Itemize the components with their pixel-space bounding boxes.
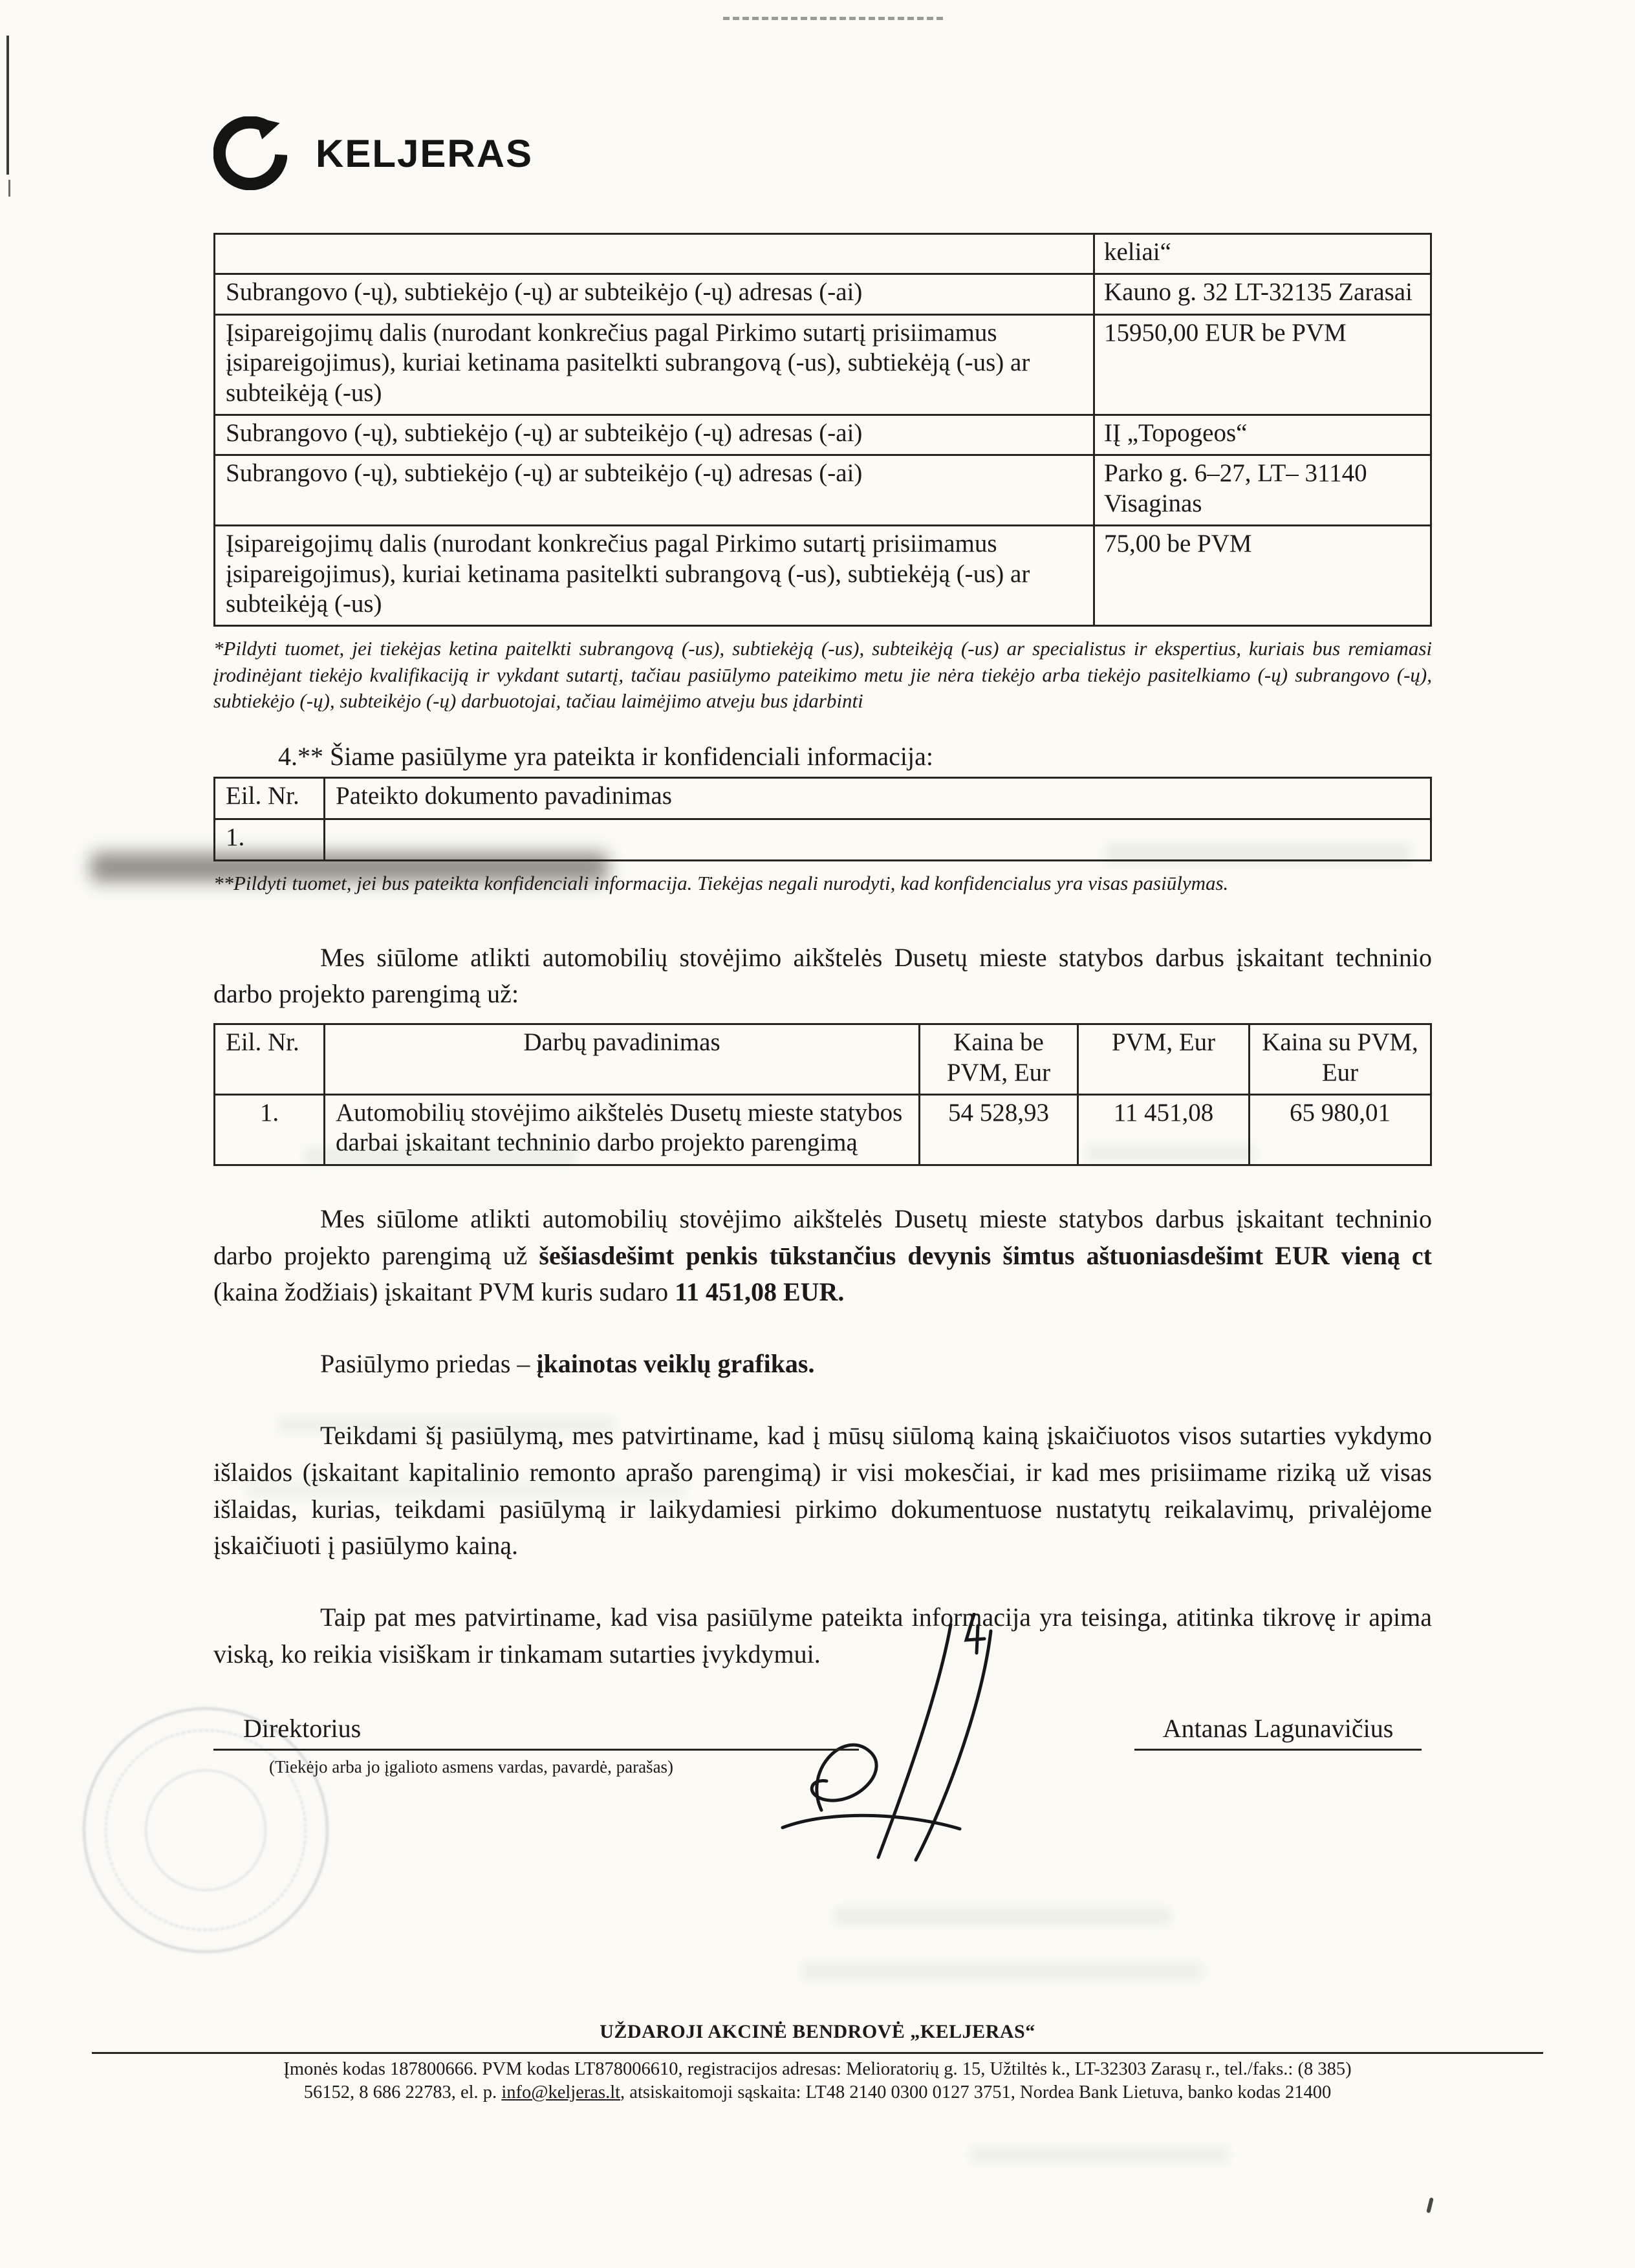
table-row bbox=[215, 314, 1431, 415]
footer-company-name: UŽDAROJI AKCINĖ BENDROVĖ „KELJERAS“ bbox=[600, 2021, 1035, 2042]
section-heading-confidential: 4.** Šiame pasiūlyme yra pateikta ir konfidenciali informacija: bbox=[278, 742, 934, 772]
cell-value: 15950,00 EUR be PVM bbox=[1094, 314, 1431, 415]
signer-title-line bbox=[213, 1713, 859, 1751]
table-row bbox=[215, 415, 1431, 455]
cell-value: Kauno g. 32 LT-32135 Zarasai bbox=[1094, 274, 1431, 314]
cell-header-price-with-vat: Kaina su PVM, Eur bbox=[1250, 1024, 1431, 1095]
cell-label: Subrangovo (-ų), subtiekėjo (-ų) ar subteikėjo (-ų) adresas (-ai) bbox=[215, 415, 1094, 455]
footer-line2-pre: 56152, 8 686 22783, el. p. bbox=[303, 2082, 502, 2103]
cell-value: keliai“ bbox=[1094, 234, 1431, 274]
table-row bbox=[215, 234, 1431, 274]
offer-intro-paragraph: Mes siūlome atlikti automobilių stovėjimo aikštelės Dusetų mieste statybos darbus įskaitant techninio darbo projekto parengimą už: bbox=[213, 942, 1432, 1009]
email-link[interactable]: info@keljeras.lt bbox=[501, 2082, 621, 2103]
bleedthrough-artifact bbox=[802, 1963, 1203, 1980]
cell-header-title: Pateikto dokumento pavadinimas bbox=[325, 778, 1431, 819]
cell-header-number: Eil. Nr. bbox=[215, 1024, 325, 1095]
logo-text: KELJERAS bbox=[316, 131, 534, 175]
scan-artifact-dashed-line bbox=[723, 17, 943, 20]
confirmation-paragraph-2: Taip pat mes patvirtiname, kad visa pasiūlyme pateikta informacija yra teisinga, atitinka tikrovę ir apima viską, ko reikia visiškam ir tinkamam sutarties įvykdymui. bbox=[213, 1603, 1432, 1669]
cell-header-name: Darbų pavadinimas bbox=[325, 1024, 920, 1095]
bleedthrough-artifact bbox=[834, 1908, 1171, 1925]
cell-header-price-no-vat: Kaina be PVM, Eur bbox=[920, 1024, 1078, 1095]
keljeras-logo-icon bbox=[213, 116, 287, 190]
footer-line-1: Įmonės kodas 187800666. PVM kodas LT878006610, registracijos adresas: Melioratorių g. 15, Užtiltės k., LT-32303 Zarasų r., tel./faks.: (8 385) bbox=[283, 2059, 1352, 2079]
cell-value: Parko g. 6–27, LT– 31140 Visaginas bbox=[1094, 455, 1431, 526]
cell-header-vat: PVM, Eur bbox=[1078, 1024, 1250, 1095]
cell-label: Subrangovo (-ų), subtiekėjo (-ų) ar subteikėjo (-ų) adresas (-ai) bbox=[215, 274, 1094, 314]
table-header-row bbox=[215, 778, 1431, 819]
signer-name-line bbox=[1134, 1713, 1422, 1751]
annex-line bbox=[213, 1346, 1432, 1383]
cell-value: IĮ „Topogeos“ bbox=[1094, 415, 1431, 455]
cell-row-number: 1. bbox=[215, 819, 325, 861]
signer-name: Antanas Lagunavičius bbox=[1162, 1713, 1394, 1743]
offer-words-paragraph bbox=[213, 1201, 1432, 1311]
offer-amount-words: šešiasdešimt penkis tūkstančius devynis šimtus aštuoniasdešimt EUR vieną ct bbox=[539, 1240, 1433, 1270]
footer-line-2 bbox=[0, 2081, 1635, 2104]
cell-label bbox=[215, 234, 1094, 274]
table-header-row bbox=[215, 1024, 1431, 1095]
offer-words-part2: (kaina žodžiais) įskaitant PVM kuris sudaro bbox=[213, 1277, 675, 1307]
subcontractors-table bbox=[213, 233, 1432, 627]
offer-vat-amount: 11 451,08 EUR. bbox=[675, 1277, 845, 1307]
signature-block bbox=[213, 1713, 1432, 1842]
price-table bbox=[213, 1023, 1432, 1166]
footnote-confidential: **Pildyti tuomet, jei bus pateikta konfidenciali informacija. Tiekėjas negali nurodyti, kad konfidencialus yra visas pasiūlymas. bbox=[213, 872, 1229, 895]
table-row bbox=[215, 1095, 1431, 1165]
confidential-info-table bbox=[213, 777, 1432, 861]
company-logo bbox=[213, 116, 1432, 190]
scan-artifact-mark bbox=[1426, 2198, 1434, 2214]
signer-title: Direktorius bbox=[243, 1713, 362, 1743]
cell-row-value bbox=[325, 819, 1431, 861]
cell-work-name: Automobilių stovėjimo aikštelės Dusetų mieste statybos darbai įskaitant techninio darbo projekto parengimą bbox=[325, 1095, 920, 1165]
cell-header-number: Eil. Nr. bbox=[215, 778, 325, 819]
cell-price-no-vat: 54 528,93 bbox=[920, 1095, 1078, 1165]
table-row bbox=[215, 455, 1431, 526]
offer-words-part1: Mes siūlome atlikti automobilių stovėjimo aikštelės Dusetų mieste statybos darbus įskaitant techninio darbo projekto parengimą už bbox=[213, 1204, 1432, 1270]
signature-caption: (Tiekėjo arba jo įgalioto asmens vardas, pavardė, parašas) bbox=[269, 1756, 674, 1777]
cell-label: Įsipareigojimų dalis (nurodant konkrečius pagal Pirkimo sutartį prisiimamus įsipareigojimus), kuriai ketinama pasitelkti subrangovą (-us), subtiekėją (-us) ar subteikėją (-us) bbox=[215, 526, 1094, 626]
cell-label: Subrangovo (-ų), subtiekėjo (-ų) ar subteikėjo (-ų) adresas (-ai) bbox=[215, 455, 1094, 526]
bleedthrough-artifact bbox=[970, 2147, 1229, 2163]
table-row bbox=[215, 526, 1431, 626]
confirmation-paragraph-1: Teikdami šį pasiūlymą, mes patvirtiname, kad į mūsų siūlomą kainą įskaičiuotos visos sutarties vykdymo išlaidos (įskaitant kapitalinio remonto aprašo parengimą) ir visi mokesčiai, ir kad mes prisiimame riziką už visas išlaidas, kurias, teikdami pasiūlymą ir laikydamiesi pirkimo dokumentuose nustatytų reikalavimų, privalėjome įskaičiuoti į pasiūlymo kainą. bbox=[213, 1421, 1432, 1561]
table-row bbox=[215, 819, 1431, 861]
footer-line2-post: , atsiskaitomoji sąskaita: LT48 2140 0300 0127 3751, Nordea Bank Lietuva, banko kodas 21400 bbox=[620, 2082, 1332, 2103]
document-footer bbox=[0, 2021, 1635, 2105]
cell-vat: 11 451,08 bbox=[1078, 1095, 1250, 1165]
footnote-subcontractors: *Pildyti tuomet, jei tiekėjas ketina paitelkti subrangovą (-us), subtiekėją (-us), subteikėją (-us) ar specialistus ir ekspertius, kuriais bus remiamasi įrodinėjant tiekėjo kvalifikaciją ir vykdant sutartį, tačiau pasiūlymo pateikimo metu jie nėra tiekėjo arba tiekėjo pasitelkiamo (-ų) subrangovo (-ų), subtiekėjo (-ų), subteikėjo (-ų) darbuotojai, tačiau laimėjimo atveju bus įdarbinti bbox=[213, 637, 1432, 713]
scan-artifact-edge-line bbox=[8, 180, 10, 197]
cell-price-with-vat: 65 980,01 bbox=[1250, 1095, 1431, 1165]
footer-divider bbox=[92, 2052, 1543, 2054]
cell-row-number: 1. bbox=[215, 1095, 325, 1165]
table-row bbox=[215, 274, 1431, 314]
cell-value: 75,00 be PVM bbox=[1094, 526, 1431, 626]
annex-label: Pasiūlymo priedas – bbox=[320, 1349, 537, 1379]
annex-title: įkainotas veiklų grafikas. bbox=[536, 1349, 815, 1379]
cell-label: Įsipareigojimų dalis (nurodant konkrečius pagal Pirkimo sutartį prisiimamus įsipareigojimus), kuriai ketinama pasitelkti subrangovą (-us), subtiekėją (-us) ar subteikėją (-us) bbox=[215, 314, 1094, 415]
scan-artifact-edge-line bbox=[6, 36, 9, 175]
